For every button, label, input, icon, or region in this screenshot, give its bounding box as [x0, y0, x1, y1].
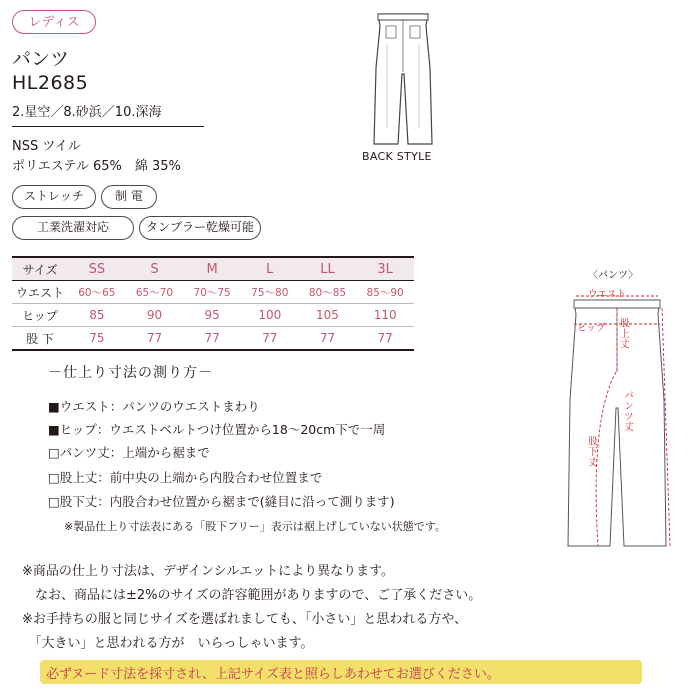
row-label: 股 下	[12, 327, 68, 351]
size-L: L	[241, 257, 299, 281]
measurement-item-length: □パンツ丈：上端から裾まで	[48, 445, 210, 460]
table-cell: 65〜70	[126, 281, 184, 304]
size-table	[12, 256, 414, 351]
table-cell: 60〜65	[68, 281, 126, 304]
measurement-item-hip: ■ヒップ：ウエストベルトつけ位置から18〜20cm下で一周	[48, 422, 386, 437]
fabric-composition: ポリエステル 65% 綿 35%	[12, 159, 181, 174]
product-name: パンツ	[12, 48, 70, 70]
back-style-label: BACK STYLE	[362, 150, 432, 163]
table-row-hip	[12, 304, 414, 327]
color-options: 2.星空／8.砂浜／10.深海	[12, 105, 162, 120]
diagram-label-waist: ウエスト	[588, 289, 627, 300]
measurement-note: ※製品仕上り寸法表にある「股下フリー」表示は裾上げしていない状態です。	[64, 520, 446, 533]
table-cell: 77	[241, 327, 299, 351]
feature-tag-industrial-wash: 工業洗濯対応	[12, 216, 134, 240]
note-line-4: 「大きい」と思われる方が いらっしゃいます。	[22, 636, 314, 651]
table-cell: 90	[126, 304, 184, 327]
pants-back-illustration	[372, 8, 434, 148]
table-cell: 85	[68, 304, 126, 327]
measurement-item-rise: □股上丈：前中央の上端から内股合わせ位置まで	[48, 470, 323, 485]
diagram-title: 〈パンツ〉	[588, 270, 638, 281]
row-label: ヒップ	[12, 304, 68, 327]
note-line-3: ※お手持ちの服と同じサイズを選ばれましても、「小さい」と思われる方や、	[22, 612, 468, 627]
measurement-item-waist: ■ウエスト：パンツのウエストまわり	[48, 399, 260, 414]
table-cell: 77	[183, 327, 241, 351]
table-row-waist	[12, 281, 414, 304]
size-LL: LL	[299, 257, 357, 281]
table-row-inseam	[12, 327, 414, 351]
diagram-label-inseam: 股下丈	[586, 436, 597, 468]
highlight-text: 必ずヌード寸法を採寸され、上記サイズ表と照らしあわせてお選びください。	[46, 667, 500, 682]
size-header-label: サイズ	[12, 257, 68, 281]
size-M: M	[183, 257, 241, 281]
table-cell: 77	[126, 327, 184, 351]
table-cell: 75	[68, 327, 126, 351]
measurement-title: －仕上り寸法の測り方－	[48, 365, 213, 381]
note-line-1: ※商品の仕上り寸法は、デザインシルエットにより異なります。	[22, 564, 395, 579]
table-cell: 70〜75	[183, 281, 241, 304]
feature-tag-tumble-dry: タンブラー乾燥可能	[139, 216, 261, 240]
divider	[12, 126, 204, 127]
product-code: HL2685	[12, 72, 89, 94]
table-cell: 77	[299, 327, 357, 351]
measurement-item-inseam: □股下丈：内股合わせ位置から裾まで(縫目に沿って測ります)	[48, 494, 395, 509]
table-cell: 77	[356, 327, 414, 351]
diagram-label-length: パンツ丈	[622, 390, 633, 432]
table-cell: 95	[183, 304, 241, 327]
diagram-label-hip: ヒップ	[577, 323, 606, 334]
table-cell: 75〜80	[241, 281, 299, 304]
note-line-2: なお、商品には±2%のサイズの許容範囲がありますので、ご了承ください。	[22, 588, 482, 603]
row-label: ウエスト	[12, 281, 68, 304]
size-header-row	[12, 257, 414, 281]
size-SS: SS	[68, 257, 126, 281]
table-cell: 80〜85	[299, 281, 357, 304]
table-cell: 105	[299, 304, 357, 327]
diagram-label-rise: 股上丈	[618, 318, 629, 350]
table-cell: 110	[356, 304, 414, 327]
fabric-name: NSS ツイル	[12, 139, 81, 154]
feature-tag-stretch: ストレッチ	[12, 185, 96, 209]
table-cell: 85〜90	[356, 281, 414, 304]
size-S: S	[126, 257, 184, 281]
table-cell: 100	[241, 304, 299, 327]
category-badge: レディス	[12, 10, 96, 34]
feature-tag-antistatic: 制 電	[101, 185, 157, 209]
size-3L: 3L	[356, 257, 414, 281]
